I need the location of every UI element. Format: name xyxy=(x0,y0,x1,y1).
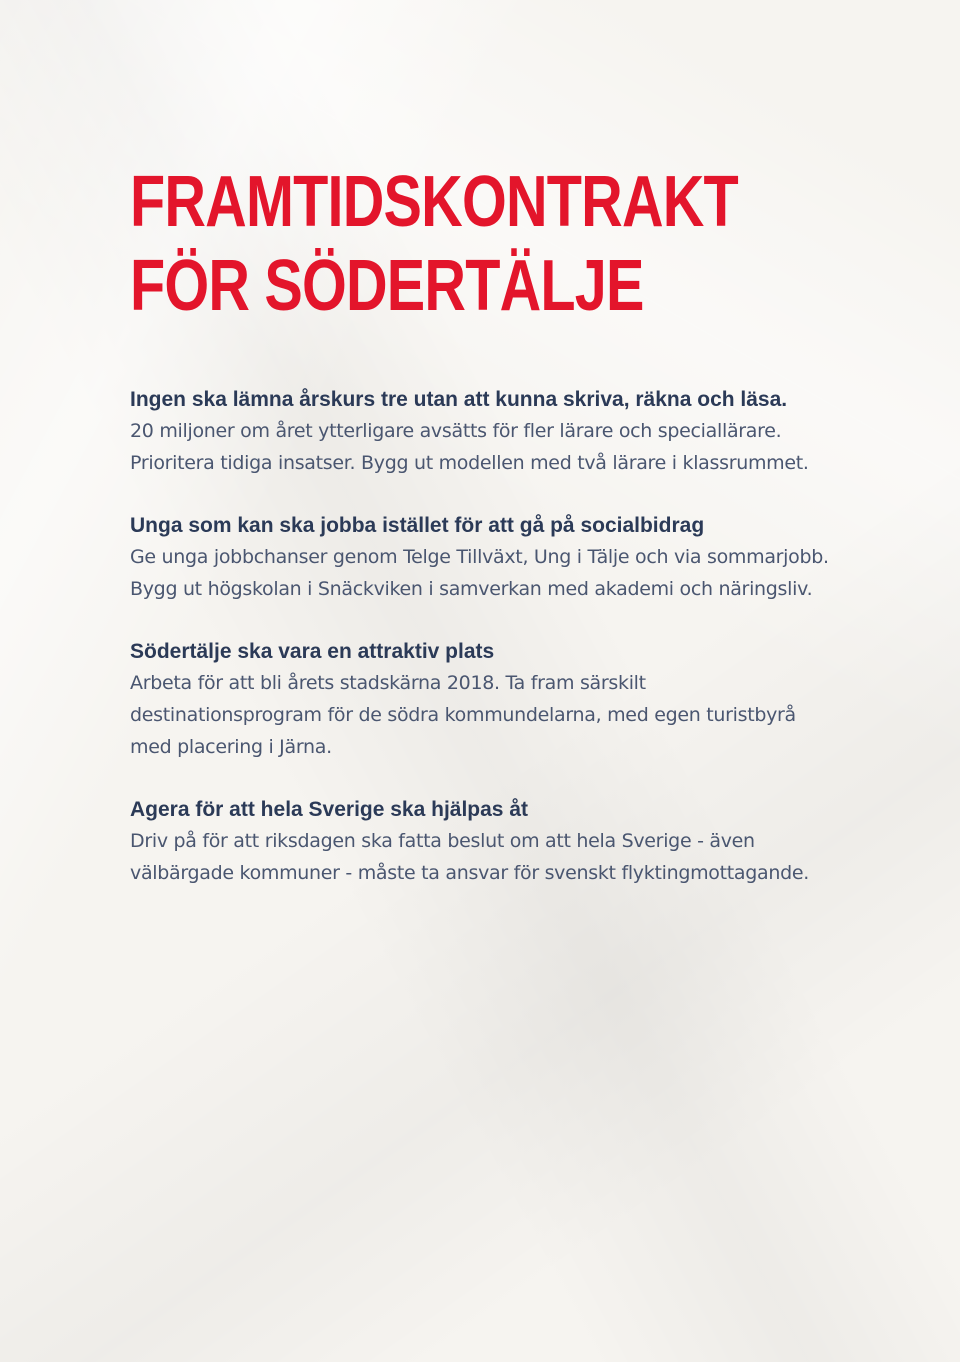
section-text: Driv på för att riksdagen ska fatta beslut om att hela Sverige - även välbärgade kommuner - måste ta ansvar för svenskt flyktingmottagande. xyxy=(130,830,809,884)
page-title-line-2: FÖR SÖDERTÄLJE xyxy=(130,246,644,326)
section-title: Ingen ska lämna årskurs tre utan att kunna skriva, räkna och läsa. xyxy=(130,388,788,411)
section-attractive-place xyxy=(130,636,830,763)
section-text: 20 miljoner om året ytterligare avsätts för fler lärare och speciallärare. Prioritera tidiga insatser. Bygg ut modellen med två lärare i klassrummet. xyxy=(130,420,809,474)
section-text: Ge unga jobbchanser genom Telge Tillväxt, Ung i Tälje och via sommarjobb. Bygg ut högskolan i Snäckviken i samverkan med akademi och näringsliv. xyxy=(130,546,829,600)
section-whole-sweden xyxy=(130,794,830,889)
section-list xyxy=(130,384,830,889)
section-title: Agera för att hela Sverige ska hjälpas åt xyxy=(130,798,528,821)
section-text: Arbeta för att bli årets stadskärna 2018. Ta fram särskilt destinationsprogram för de södra kommundelarna, med egen turistbyrå med placering i Järna. xyxy=(130,672,796,758)
section-youth-jobs xyxy=(130,510,830,605)
section-title: Unga som kan ska jobba istället för att gå på socialbidrag xyxy=(130,514,705,537)
section-education xyxy=(130,384,830,479)
document-page xyxy=(130,160,830,920)
page-title-line-1: FRAMTIDSKONTRAKT xyxy=(130,162,738,242)
section-title: Södertälje ska vara en attraktiv plats xyxy=(130,640,495,663)
page-title xyxy=(130,160,738,328)
